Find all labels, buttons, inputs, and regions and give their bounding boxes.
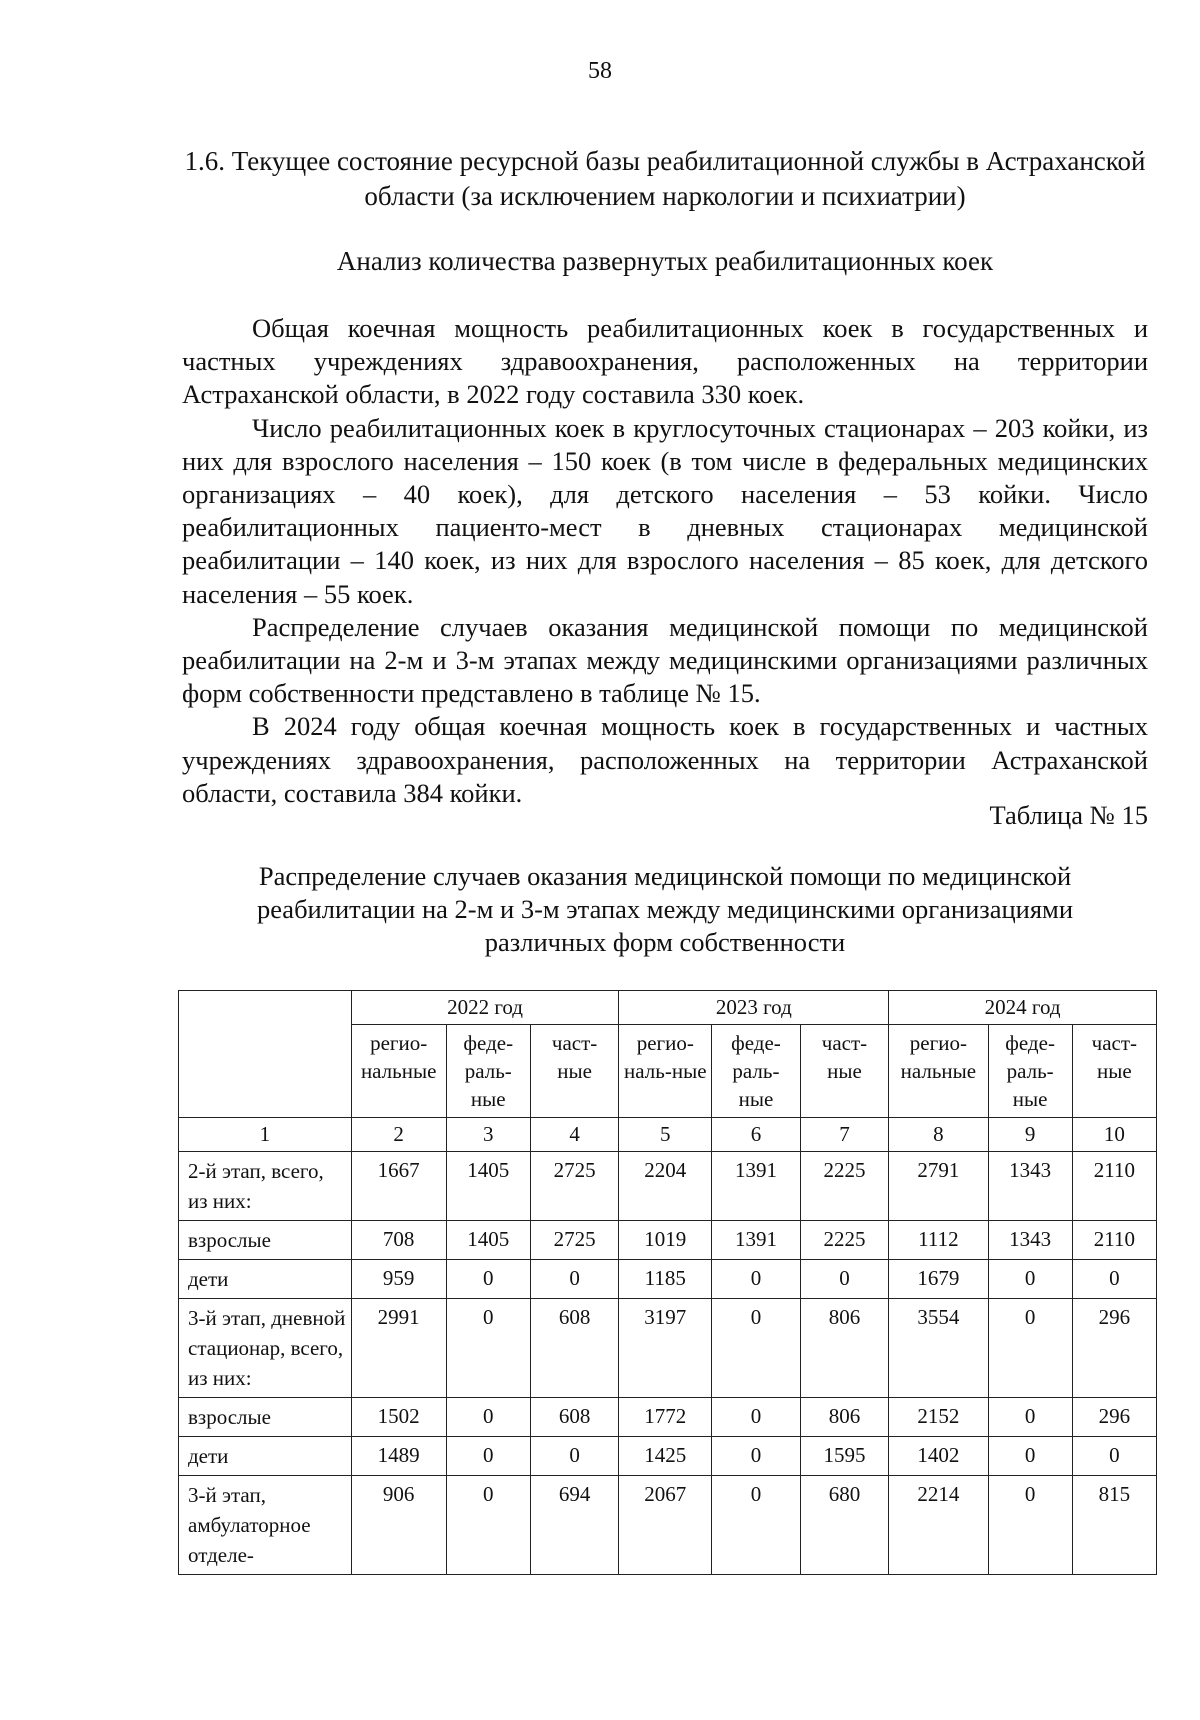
table-cell: 2067	[619, 1476, 712, 1575]
table-cell: 1667	[351, 1152, 446, 1221]
row-label: 3-й этап, дневной стационар, всего, из них:	[179, 1299, 352, 1398]
subheader-cell: регио-нальные	[889, 1025, 988, 1118]
table-cell: 0	[988, 1437, 1072, 1476]
table-row	[179, 1260, 1157, 1299]
table-cell: 680	[800, 1476, 889, 1575]
table-cell: 0	[712, 1398, 801, 1437]
table-row	[179, 1299, 1157, 1398]
table-cell: 0	[988, 1476, 1072, 1575]
row-label: дети	[179, 1260, 352, 1299]
column-number: 7	[800, 1118, 889, 1152]
table-cell: 2110	[1072, 1152, 1156, 1221]
subheader-cell: феде-раль-ные	[712, 1025, 801, 1118]
table-caption: Распределение случаев оказания медицинской помощи по медицинской реабилитации на 2-м и 3-м этапах между медицинскими организациями различных форм собственности	[256, 861, 1074, 957]
table-cell: 959	[351, 1260, 446, 1299]
column-number: 8	[889, 1118, 988, 1152]
column-number: 10	[1072, 1118, 1156, 1152]
table-cell: 0	[712, 1476, 801, 1575]
table-cell: 2204	[619, 1152, 712, 1221]
paragraph: Распределение случаев оказания медицинской помощи по медицинской реабилитации на 2-м и 3-м этапах между медицинскими организациями различных форм собственности представлено в таблице № 15.	[182, 611, 1148, 709]
column-number: 6	[712, 1118, 801, 1152]
table-cell: 1405	[446, 1221, 530, 1260]
table-cell: 2110	[1072, 1221, 1156, 1260]
row-label: 3-й этап, амбулаторное отделе-	[179, 1476, 352, 1575]
table-cell: 2214	[889, 1476, 988, 1575]
table-row	[179, 1398, 1157, 1437]
table-cell: 2791	[889, 1152, 988, 1221]
table-row	[179, 1437, 1157, 1476]
subheader-cell: регио-наль-ные	[619, 1025, 712, 1118]
data-table	[178, 990, 1157, 1575]
subheader-cell: феде-раль-ные	[446, 1025, 530, 1118]
year-header: 2024 год	[889, 991, 1157, 1025]
table-cell: 608	[530, 1299, 619, 1398]
subheader-cell: част-ные	[530, 1025, 619, 1118]
table-cell: 0	[988, 1299, 1072, 1398]
table-cell: 1019	[619, 1221, 712, 1260]
paragraph: Число реабилитационных коек в круглосуточных стационарах – 203 койки, из них для взрослого населения – 150 коек (в том числе в федеральных медицинских организациях – 40 коек), для детского населения – 53 койки. Число реабилитационных пациенто-мест в дневных стационарах медицинской реабилитации – 140 коек, из них для взрослого населения – 85 коек, для детского населения – 55 коек.	[182, 412, 1148, 609]
column-number: 2	[351, 1118, 446, 1152]
table-cell: 0	[446, 1398, 530, 1437]
table-cell: 906	[351, 1476, 446, 1575]
column-number: 3	[446, 1118, 530, 1152]
table-header-years	[179, 991, 1157, 1025]
table-cell: 2225	[800, 1152, 889, 1221]
table-cell: 1402	[889, 1437, 988, 1476]
column-number: 9	[988, 1118, 1072, 1152]
year-header: 2023 год	[619, 991, 889, 1025]
table-row	[179, 1152, 1157, 1221]
table-cell: 0	[1072, 1260, 1156, 1299]
table-cell: 0	[530, 1260, 619, 1299]
table-cell: 1425	[619, 1437, 712, 1476]
row-label: взрослые	[179, 1221, 352, 1260]
table-label: Таблица № 15	[989, 800, 1148, 830]
table-cell: 0	[1072, 1437, 1156, 1476]
table-cell: 2725	[530, 1152, 619, 1221]
table-cell: 2225	[800, 1221, 889, 1260]
table-cell: 608	[530, 1398, 619, 1437]
table-cell: 694	[530, 1476, 619, 1575]
subheader-cell: част-ные	[800, 1025, 889, 1118]
table-cell: 1343	[988, 1152, 1072, 1221]
table-cell: 296	[1072, 1299, 1156, 1398]
table-cell: 2725	[530, 1221, 619, 1260]
table-cell: 2152	[889, 1398, 988, 1437]
table-row	[179, 1221, 1157, 1260]
paragraph: Общая коечная мощность реабилитационных коек в государственных и частных учреждениях здравоохранения, расположенных на территории Астраханской области, в 2022 году составила 330 коек.	[182, 313, 1148, 410]
table-row	[179, 1476, 1157, 1575]
table-cell: 0	[446, 1476, 530, 1575]
subheader-cell: регио-нальные	[351, 1025, 446, 1118]
table-cell: 1489	[351, 1437, 446, 1476]
table-cell: 3554	[889, 1299, 988, 1398]
row-label: дети	[179, 1437, 352, 1476]
table-cell: 0	[712, 1299, 801, 1398]
table-body	[179, 991, 1157, 1575]
table-cell: 806	[800, 1299, 889, 1398]
subheader-cell: част-ные	[1072, 1025, 1156, 1118]
table-cell: 1679	[889, 1260, 988, 1299]
table-cell: 1772	[619, 1398, 712, 1437]
table-cell: 815	[1072, 1476, 1156, 1575]
table-cell: 806	[800, 1398, 889, 1437]
table-cell: 1343	[988, 1221, 1072, 1260]
page-number: 58	[588, 58, 612, 84]
table-cell: 1502	[351, 1398, 446, 1437]
table-cell: 0	[446, 1299, 530, 1398]
table-cell: 0	[712, 1260, 801, 1299]
table-cell: 0	[712, 1437, 801, 1476]
table-cell: 1112	[889, 1221, 988, 1260]
section-heading: 1.6. Текущее состояние ресурсной базы реабилитационной службы в Астраханской области (за исключением наркологии и психиатрии)	[184, 146, 1146, 211]
table-cell: 708	[351, 1221, 446, 1260]
table-corner-cell	[179, 991, 352, 1118]
table-cell: 0	[988, 1398, 1072, 1437]
body-text	[182, 312, 1148, 810]
column-number: 4	[530, 1118, 619, 1152]
table-cell: 1185	[619, 1260, 712, 1299]
subheader-cell: феде-раль-ные	[988, 1025, 1072, 1118]
table-cell: 1595	[800, 1437, 889, 1476]
paragraph: В 2024 году общая коечная мощность коек в государственных и частных учреждениях здравоохранения, расположенных на территории Астраханской области, составила 384 койки.	[182, 711, 1148, 808]
table-cell: 296	[1072, 1398, 1156, 1437]
column-number: 1	[179, 1118, 352, 1152]
table-cell: 0	[800, 1260, 889, 1299]
subheading: Анализ количества развернутых реабилитационных коек	[336, 246, 994, 276]
table-cell: 0	[530, 1437, 619, 1476]
column-number: 5	[619, 1118, 712, 1152]
row-label: 2-й этап, всего, из них:	[179, 1152, 352, 1221]
table-cell: 1391	[712, 1221, 801, 1260]
table-cell: 3197	[619, 1299, 712, 1398]
table-cell: 1405	[446, 1152, 530, 1221]
column-number-row	[179, 1118, 1157, 1152]
table-cell: 0	[446, 1260, 530, 1299]
table-cell: 2991	[351, 1299, 446, 1398]
year-header: 2022 год	[351, 991, 619, 1025]
row-label: взрослые	[179, 1398, 352, 1437]
table-cell: 0	[988, 1260, 1072, 1299]
table-cell: 0	[446, 1437, 530, 1476]
table-cell: 1391	[712, 1152, 801, 1221]
